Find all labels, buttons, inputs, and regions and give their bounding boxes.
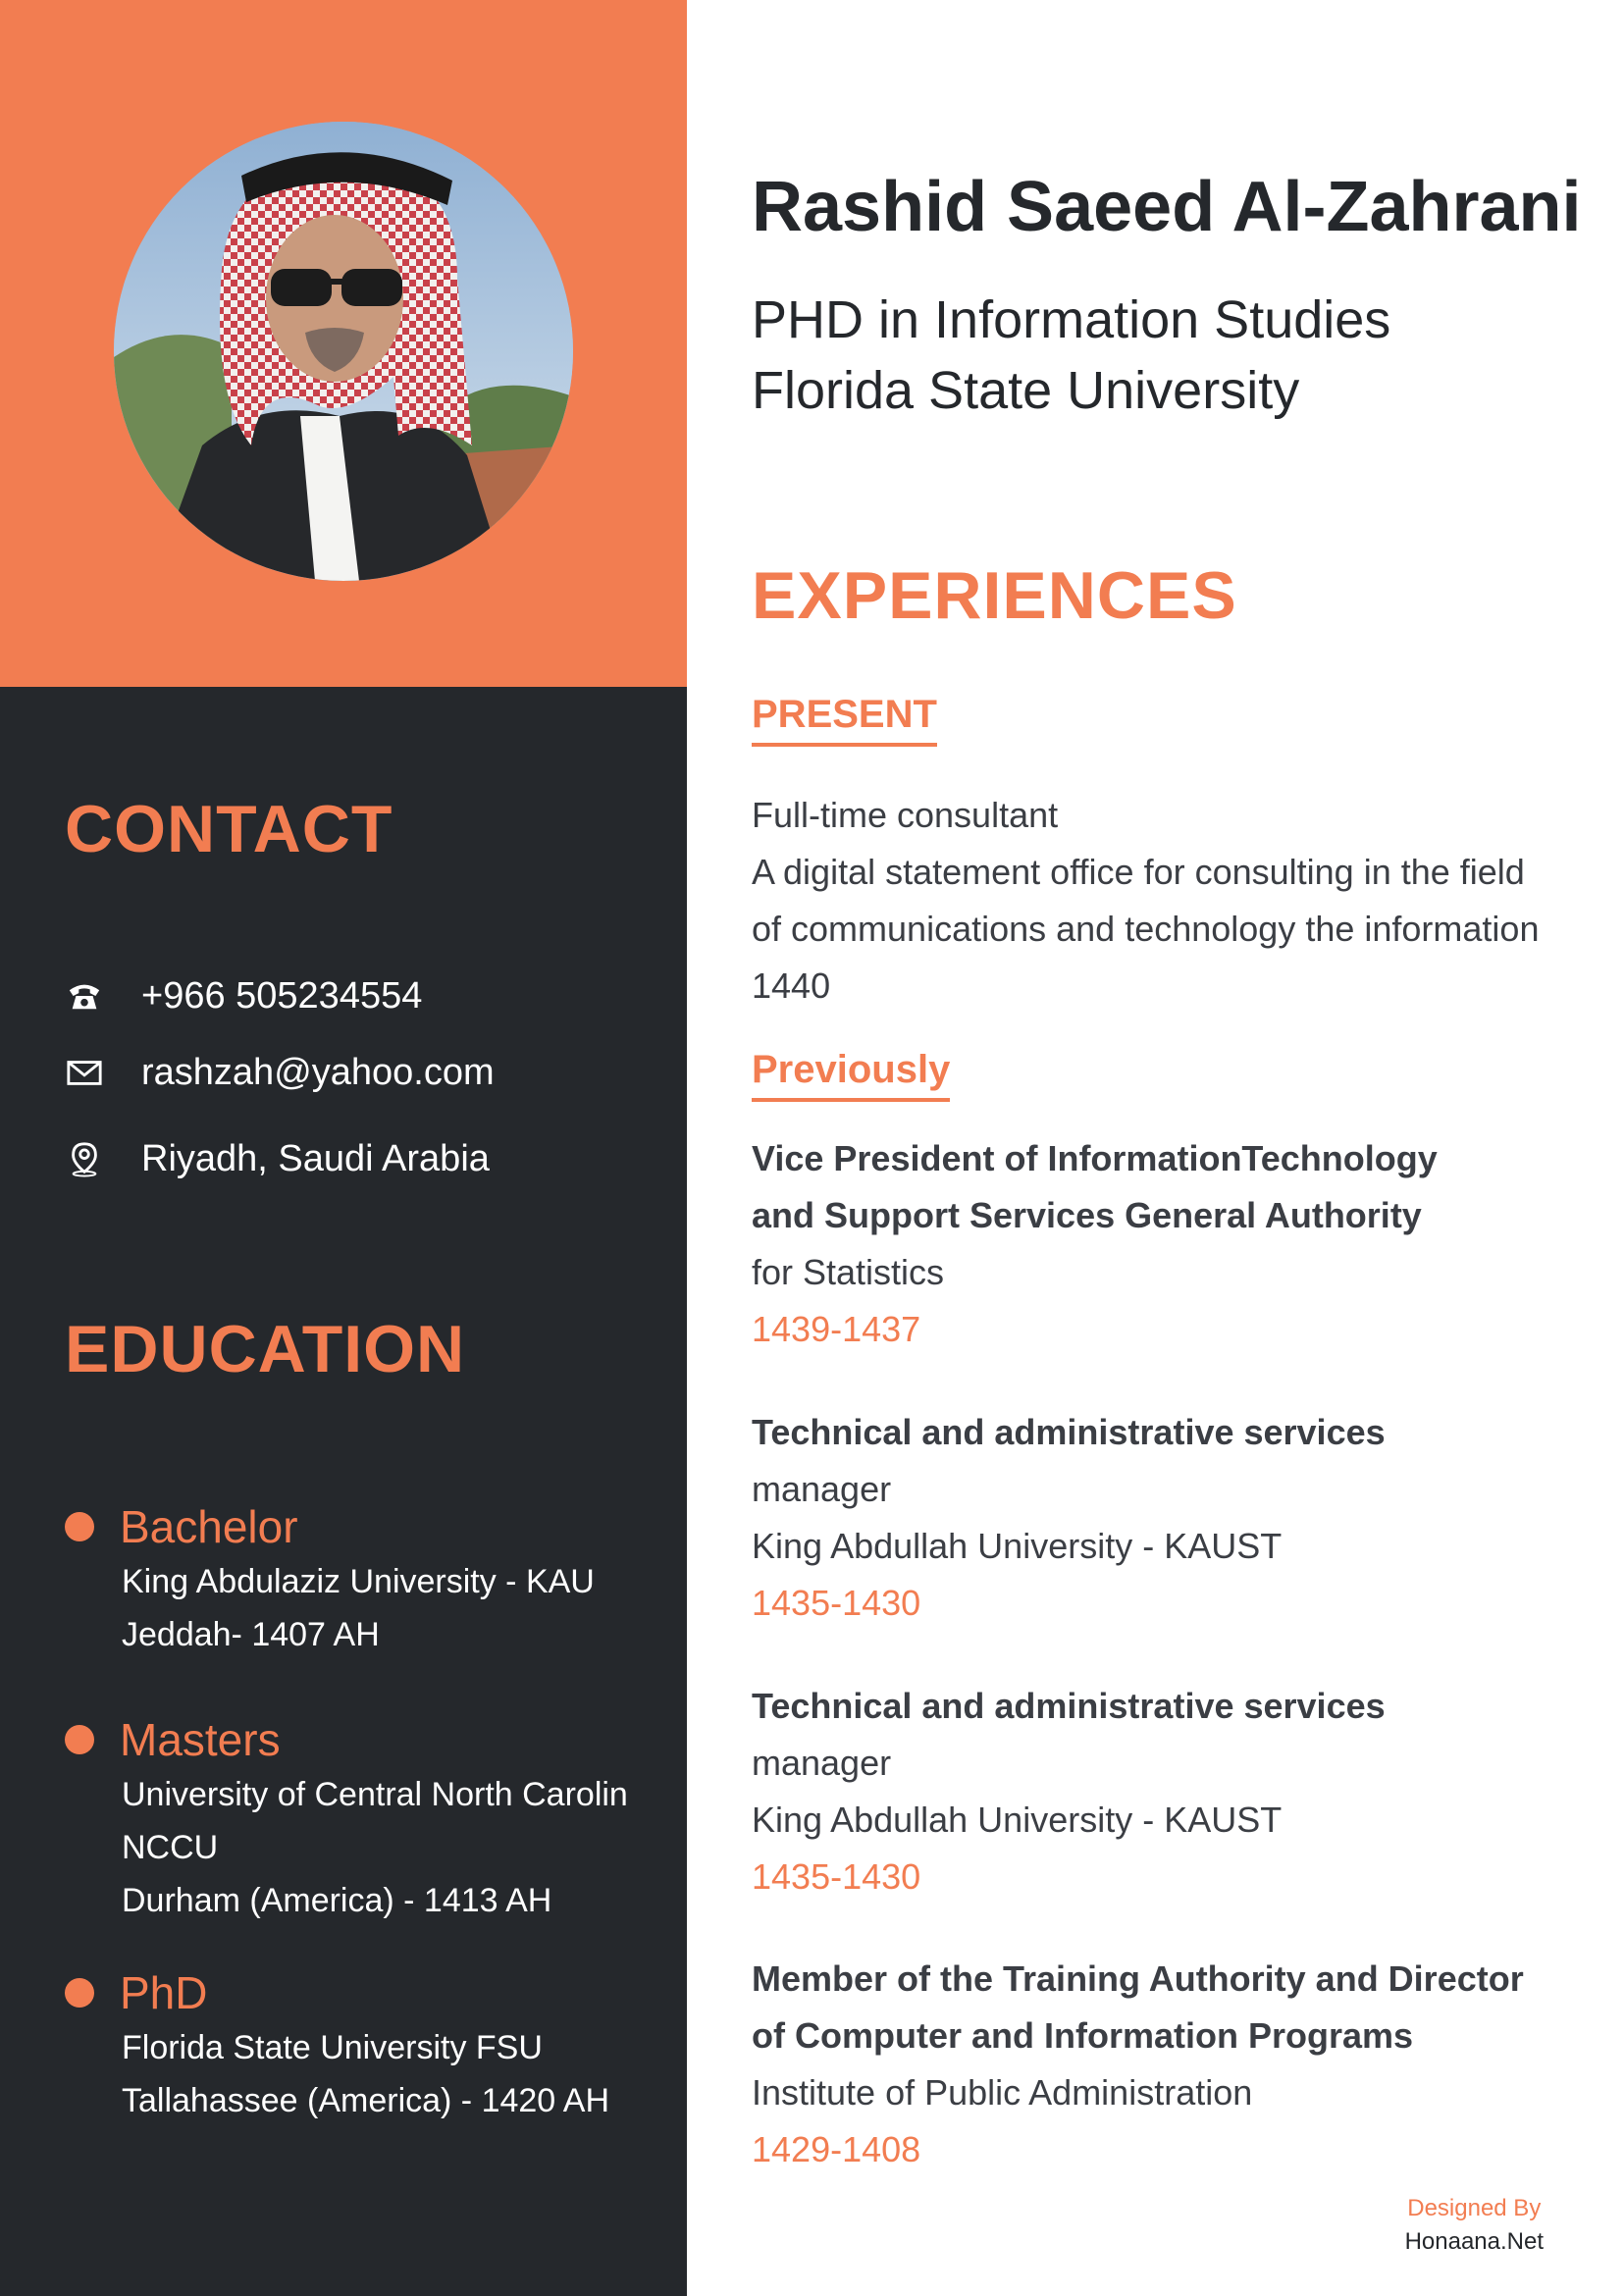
experiences-heading: EXPERIENCES [752,558,1237,633]
bullet-dot [65,1978,94,2008]
experience-role: Vice President of InformationTechnology [752,1138,1438,1178]
experience-line: 1440 [752,965,831,1006]
education-item-masters [65,1711,628,1927]
degree-text: PHD in Information Studies [752,290,1391,349]
previous-experience-1 [752,1130,1596,1358]
experience-role-continued: manager [752,1469,892,1509]
bullet-dot [65,1512,94,1541]
education-heading: EDUCATION [65,1312,466,1386]
previous-experience-4 [752,1951,1596,2178]
profile-photo [114,122,573,581]
experience-role: and Support Services General Authority [752,1195,1422,1235]
experience-years: 1429-1408 [752,2129,921,2169]
experience-role: Technical and administrative services [752,1686,1386,1726]
education-item-bachelor [65,1498,595,1661]
previous-experience-3 [752,1678,1596,1905]
education-degree: PhD [120,1967,208,2018]
education-detail: King Abdulaziz University - KAU [122,1563,595,1600]
education-detail: Florida State University FSU [122,2029,543,2066]
experience-organization: King Abdullah University - KAUST [752,1526,1283,1566]
designer-credit [1405,2192,1544,2259]
experience-line: Full-time consultant [752,795,1059,835]
university-text: Florida State University [752,361,1300,420]
location-pin-icon [65,1139,104,1178]
email-text: rashzah@yahoo.com [141,1051,495,1093]
bullet-dot [65,1725,94,1754]
experience-role: Technical and administrative services [752,1412,1386,1452]
contact-location [65,1134,490,1183]
education-detail: NCCU [122,1829,219,1866]
person-name: Rashid Saeed Al-Zahrani [752,168,1582,246]
education-detail: Jeddah- 1407 AH [122,1616,380,1653]
experience-organization: Institute of Public Administration [752,2072,1253,2113]
education-item-phd [65,1964,609,2127]
experience-line: A digital statement office for consulting in the field [752,852,1525,892]
previous-experience-2 [752,1404,1596,1632]
previously-label: Previously [752,1048,950,1102]
experience-organization: King Abdullah University - KAUST [752,1800,1283,1840]
experience-years: 1439-1437 [752,1309,921,1349]
phone-text: +966 505234554 [141,974,423,1017]
experience-years: 1435-1430 [752,1583,921,1623]
experience-line: of communications and technology the information [752,909,1540,949]
present-experience [752,787,1596,1015]
phone-icon [65,976,104,1016]
experience-role-continued: manager [752,1743,892,1783]
contact-phone [65,971,422,1020]
contact-email [65,1048,495,1097]
education-degree: Masters [120,1714,281,1765]
person-subtitle [752,285,1390,426]
experience-role: of Computer and Information Programs [752,2015,1414,2056]
education-detail: Tallahassee (America) - 1420 AH [122,2082,610,2119]
mail-icon [65,1053,104,1092]
designed-by-text: Designed By [1407,2195,1542,2221]
location-text: Riyadh, Saudi Arabia [141,1137,490,1179]
education-detail: University of Central North Carolin [122,1776,628,1813]
experience-role: Member of the Training Authority and Director [752,1958,1524,1999]
education-degree: Bachelor [120,1501,298,1552]
contact-heading: CONTACT [65,792,393,866]
present-label: PRESENT [752,693,937,747]
education-detail: Durham (America) - 1413 AH [122,1882,552,1919]
experience-organization: for Statistics [752,1252,945,1292]
experience-years: 1435-1430 [752,1856,921,1897]
designer-site-link[interactable]: Honaana.Net [1404,2228,1544,2255]
